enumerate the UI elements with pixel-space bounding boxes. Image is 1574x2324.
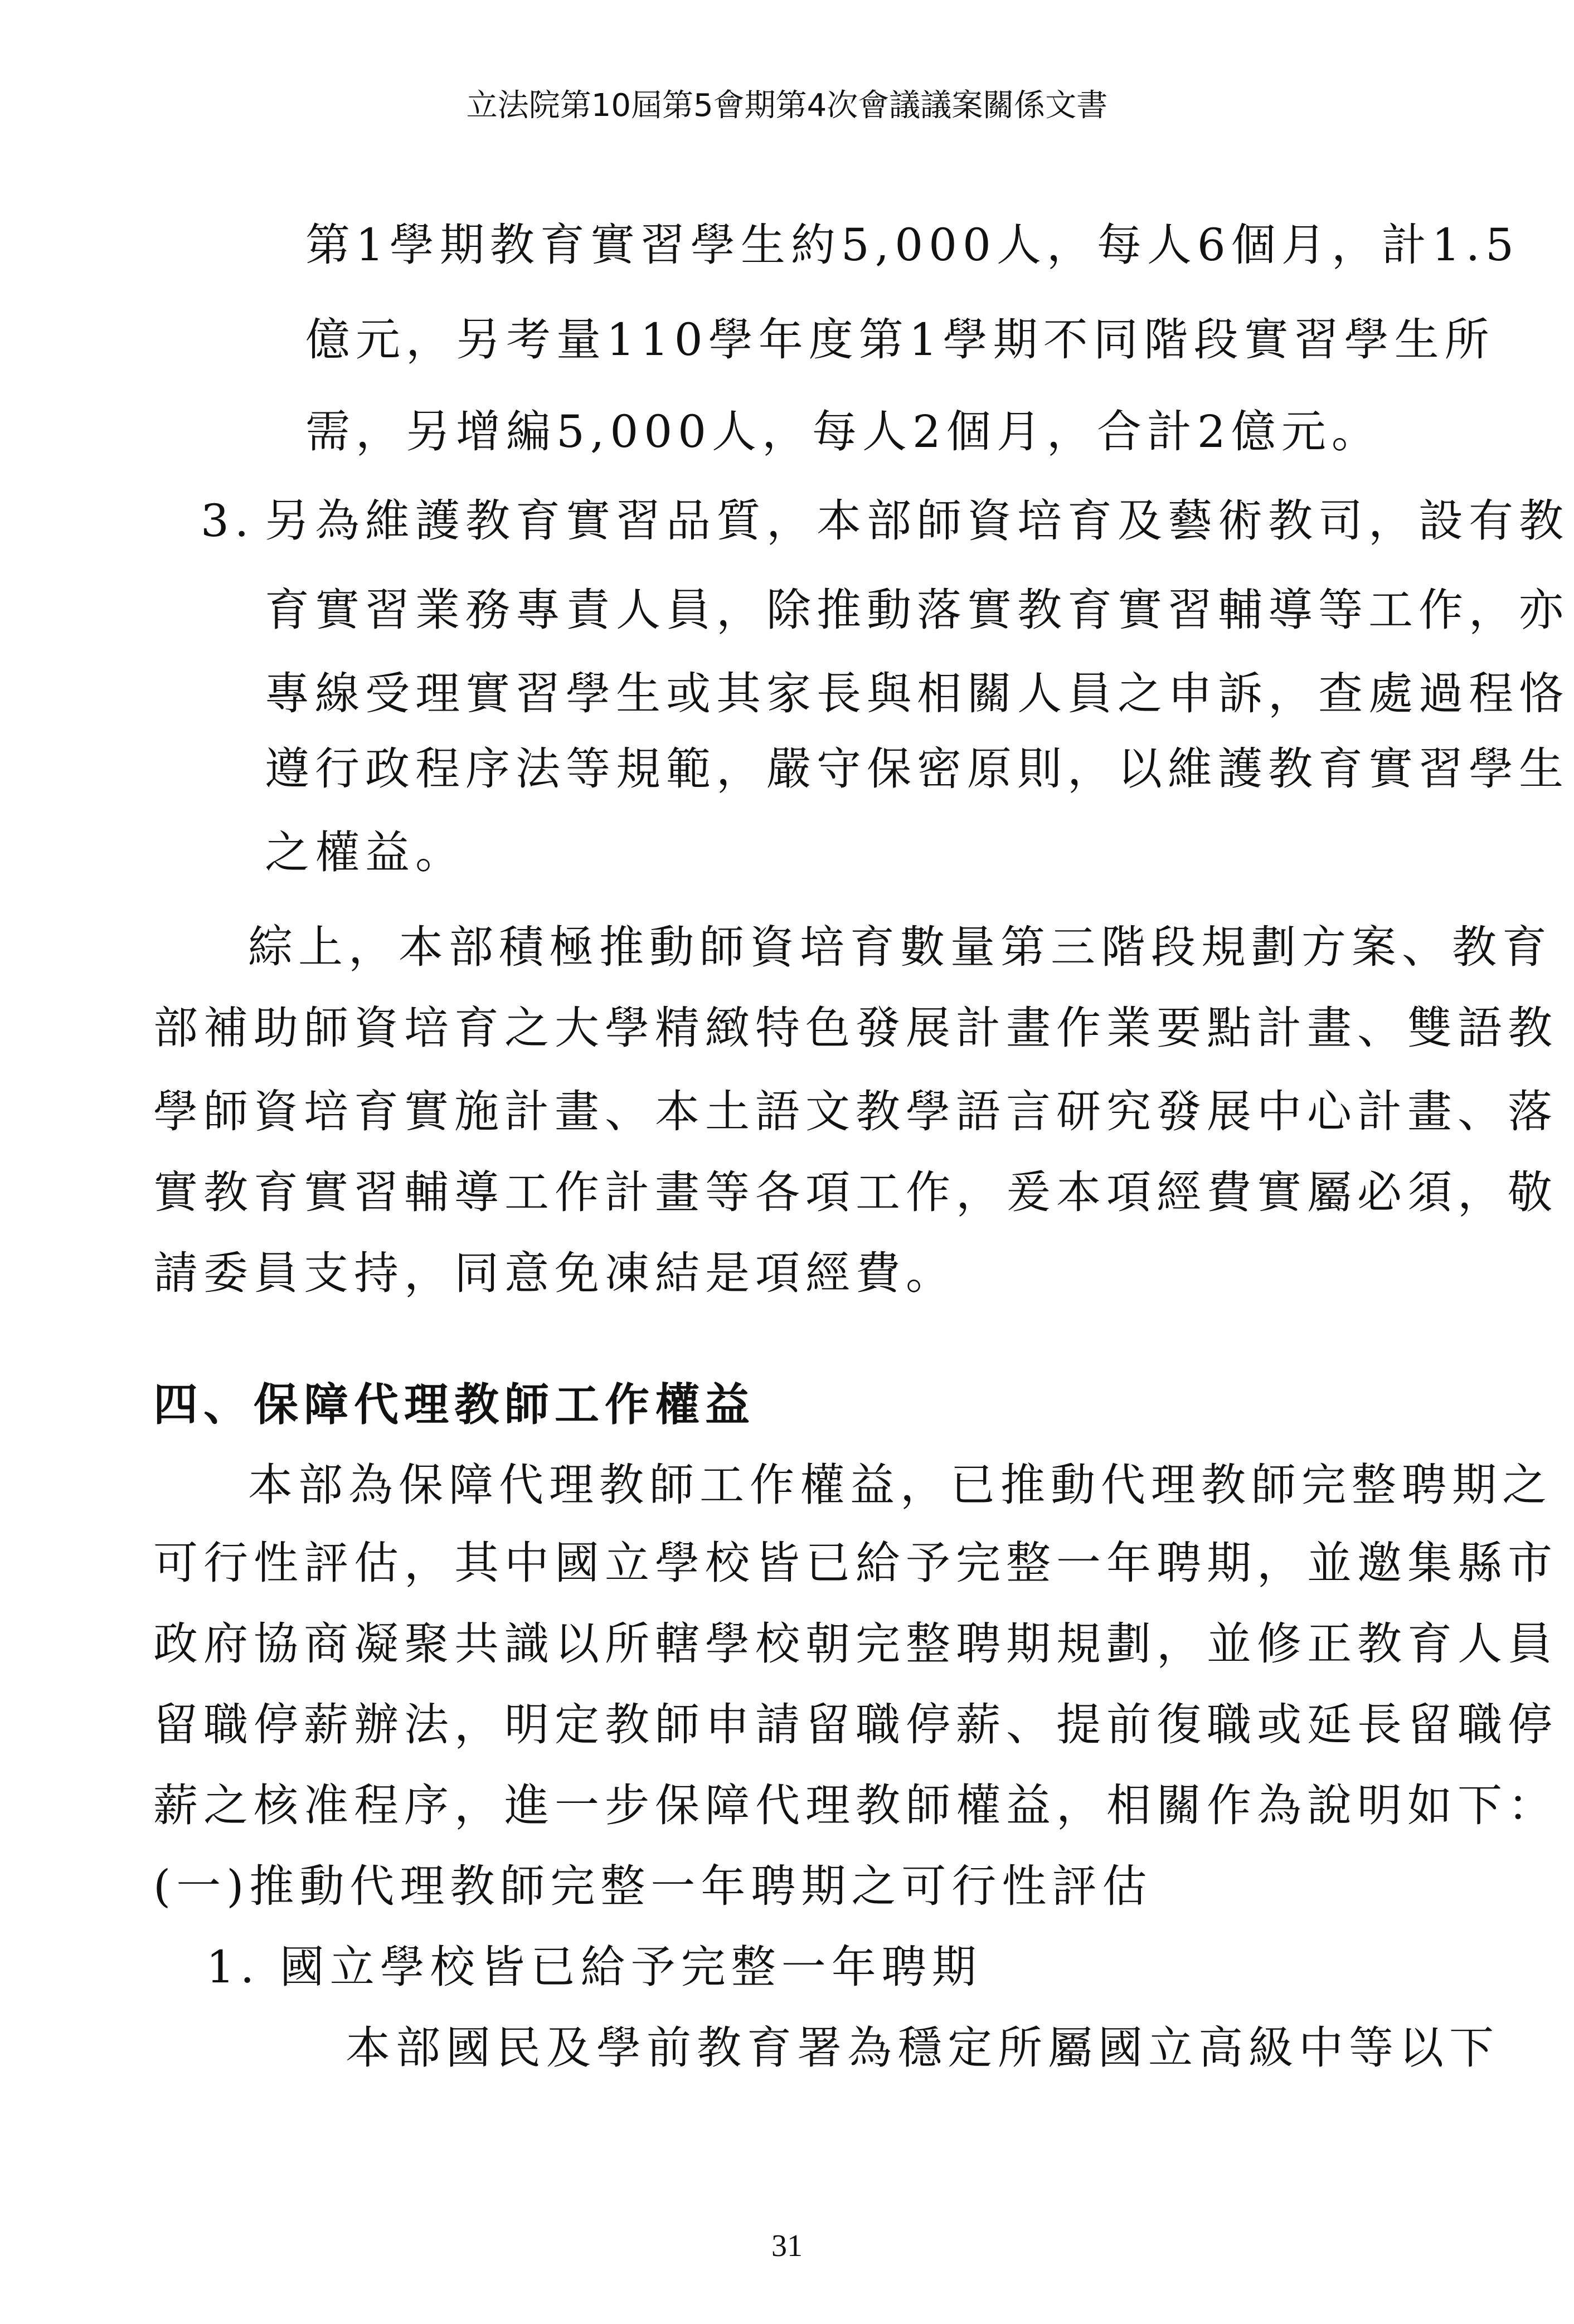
text-line: 請委員支持，同意免凍結是項經費。: [153, 1247, 956, 1299]
text-line: 部補助師資培育之大學精緻特色發展計畫作業要點計畫、雙語教: [153, 1002, 1558, 1054]
text-line: 可行性評估，其中國立學校皆已給予完整一年聘期，並邀集縣市: [153, 1537, 1558, 1589]
text-line: 實教育實習輔導工作計畫等各項工作，爰本項經費實屬必須，敬: [153, 1166, 1558, 1218]
section-heading: 四、保障代理教師工作權益: [153, 1378, 755, 1431]
text-line: 學師資培育實施計畫、本土語文教學語言研究發展中心計畫、落: [153, 1086, 1558, 1137]
text-line: 另為維護教育實習品質，本部師資培育及藝術教司，設有教: [265, 495, 1569, 547]
text-line: 之權益。: [265, 826, 465, 878]
text-line: 億元，另考量110學年度第1學期不同階段實習學生所: [305, 314, 1495, 366]
text-line: 第1學期教育實習學生約5,000人，每人6個月，計1.5: [305, 219, 1520, 271]
text-line: 本部為保障代理教師工作權益，已推動代理教師完整聘期之: [248, 1459, 1552, 1511]
item-heading: 1. 國立學校皆已給予完整一年聘期: [206, 1941, 982, 1993]
text-line: 政府協商凝聚共識以所轄學校朝完整聘期規劃，並修正教育人員: [153, 1618, 1558, 1670]
text-line: 本部國民及學前教育署為穩定所屬國立高級中等以下: [346, 2022, 1499, 2074]
text-line: 遵行政程序法等規範，嚴守保密原則，以維護教育實習學生: [265, 743, 1569, 795]
subsection-heading: (一)推動代理教師完整一年聘期之可行性評估: [153, 1860, 1153, 1912]
text-line: 薪之核准程序，進一步保障代理教師權益，相關作為說明如下：: [153, 1780, 1558, 1831]
text-line: 留職停薪辦法，明定教師申請留職停薪、提前復職或延長留職停: [153, 1699, 1558, 1751]
text-line: 綜上，本部積極推動師資培育數量第三階段規劃方案、教育: [248, 921, 1552, 973]
text-line: 需，另增編5,000人，每人2個月，合計2億元。: [305, 406, 1382, 458]
text-line: 育實習業務專責人員，除推動落實教育實習輔導等工作，亦: [265, 584, 1569, 636]
text-line: 專線受理實習學生或其家長與相關人員之申訴，查處過程恪: [265, 668, 1569, 719]
page-number: 31: [771, 2229, 803, 2263]
item-number: 3.: [201, 495, 255, 547]
document-header: 立法院第10屆第5會期第4次會議議案關係文書: [466, 87, 1108, 124]
